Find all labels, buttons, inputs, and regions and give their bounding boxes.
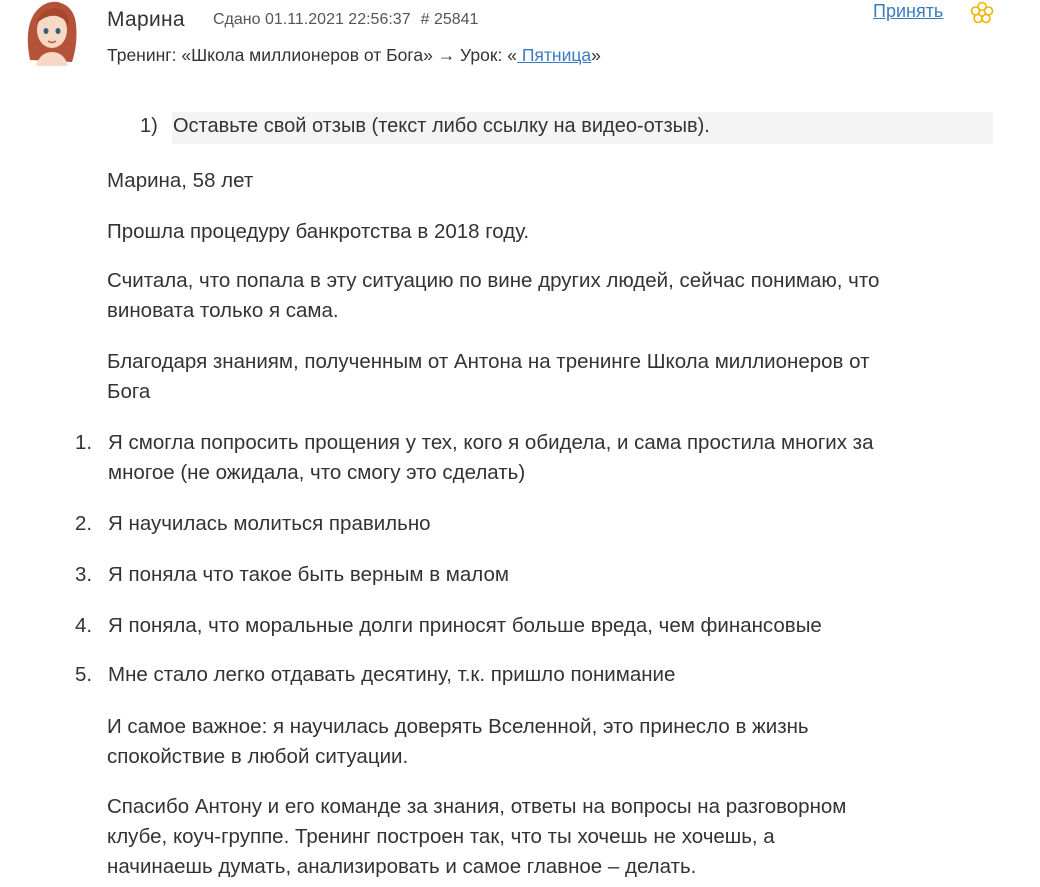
list-item-number: 3.: [75, 563, 93, 586]
answer-paragraph: [107, 712, 997, 772]
list-item: Я поняла что такое быть верным в малом: [108, 563, 509, 586]
training-prefix: Тренинг: «Школа миллионеров от Бога» → Урок: «: [107, 45, 517, 65]
avatar: [22, 0, 80, 66]
submission-number: # 25841: [420, 11, 479, 28]
answer-line: спокойствие в любой ситуации.: [107, 745, 409, 768]
list-item-number: 5.: [75, 663, 93, 686]
breadcrumb-suffix: »: [591, 45, 601, 65]
lesson-link[interactable]: Пятница: [516, 45, 592, 65]
answer-line: И самое важное: я научилась доверять Вселенной, это принесло в жизнь: [107, 715, 809, 738]
author-name: Марина: [107, 8, 185, 31]
answer-line: клубе, коуч-группе. Тренинг построен так, что ты хочешь не хочешь, а: [107, 825, 775, 848]
question-number: 1): [140, 115, 158, 137]
breadcrumb: [107, 45, 601, 66]
list-item-number: 2.: [75, 512, 93, 535]
answer-paragraph: [107, 266, 997, 326]
submission-meta: [213, 11, 478, 29]
list-item-line: многое (не ожидала, что смогу это сделать): [108, 461, 526, 484]
answer-line: виновата только я сама.: [107, 299, 339, 322]
list-item: [108, 428, 998, 488]
flower-icon[interactable]: [970, 1, 994, 25]
answer-line: Спасибо Антону и его команде за знания, ответы на вопросы на разговорном: [107, 795, 847, 818]
list-item-number: 4.: [75, 614, 93, 637]
answer-paragraph: Прошла процедуру банкротства в 2018 году.: [107, 220, 530, 243]
submitted-date: Сдано 01.11.2021 22:56:37: [213, 11, 411, 28]
question-text: Оставьте свой отзыв (текст либо ссылку на видео-отзыв).: [173, 115, 710, 137]
accept-link[interactable]: Принять: [873, 1, 944, 21]
list-item: Я поняла, что моральные долги приносят больше вреда, чем финансовые: [108, 614, 822, 637]
answer-line: Бога: [107, 380, 151, 403]
list-item: Я научилась молиться правильно: [108, 512, 431, 535]
answer-line: начинаешь думать, анализировать и самое главное – делать.: [107, 855, 697, 878]
list-item: Мне стало легко отдавать десятину, т.к. пришло понимание: [108, 663, 676, 686]
answer-paragraph: Марина, 58 лет: [107, 169, 254, 192]
list-item-line: Я смогла попросить прощения у тех, кого я обидела, и сама простила многих за: [108, 431, 874, 454]
answer-line: Благодаря знаниям, полученным от Антона на тренинге Школа миллионеров от: [107, 350, 870, 373]
answer-paragraph: [107, 347, 997, 407]
answer-line: Считала, что попала в эту ситуацию по вине других людей, сейчас понимаю, что: [107, 269, 880, 292]
answer-paragraph: [107, 792, 997, 882]
list-item-number: 1.: [75, 431, 93, 454]
